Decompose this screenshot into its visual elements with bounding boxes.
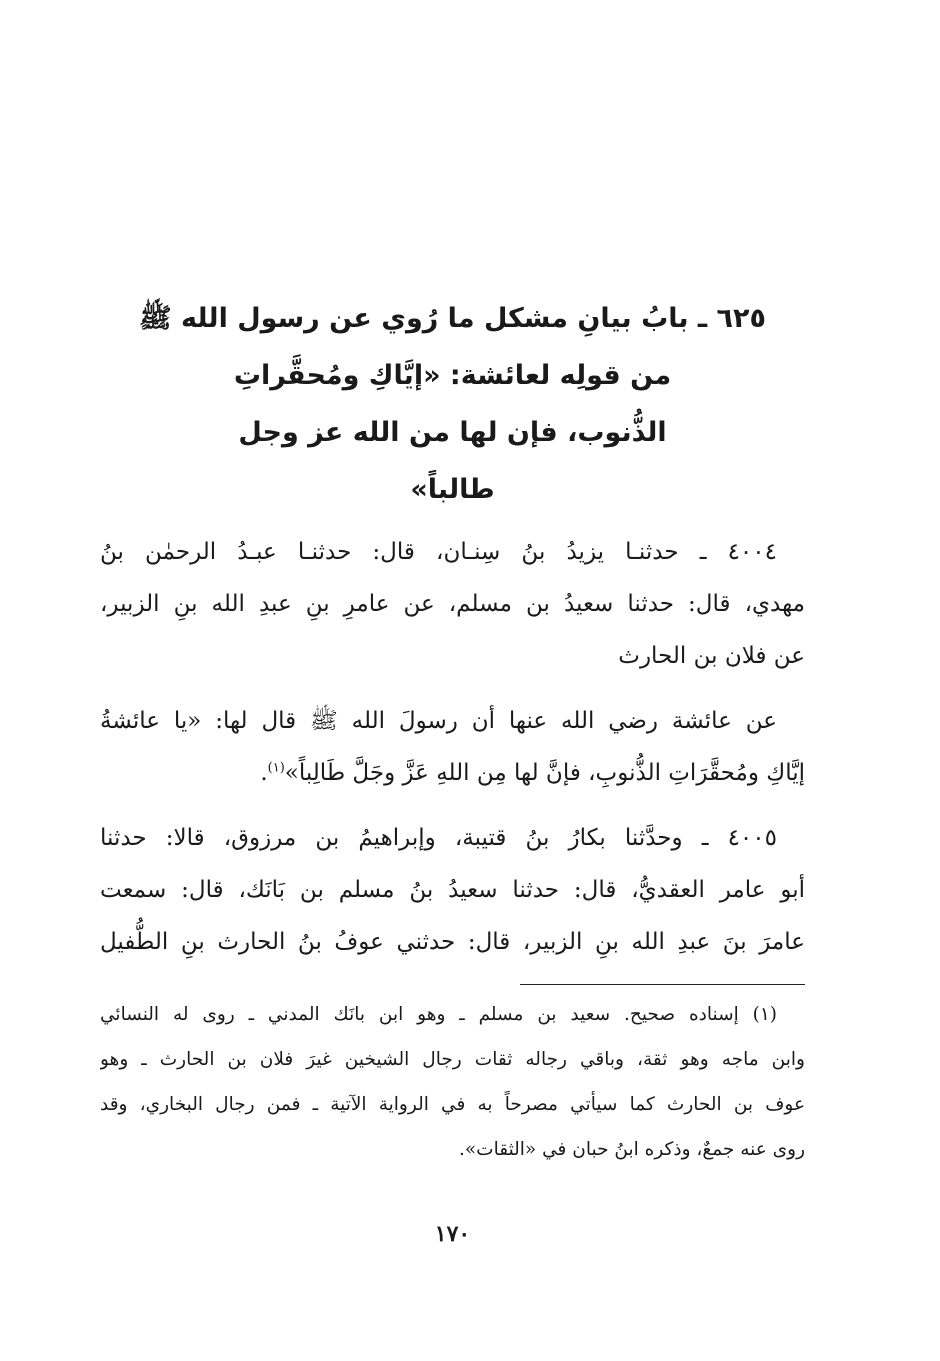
text-line: ٤٠٠٥ ـ وحدَّثنا بكارُ بنُ قتيبة، وإبراهيمُ بن مرزوق، قالا: حدثنا <box>100 825 777 851</box>
footnote-line: روى عنه جمعٌ، وذكره ابنُ حبان في «الثقات». <box>458 1139 805 1160</box>
text-line: ٤٠٠٤ ـ حدثنـا يزيدُ بنُ سِنـان، قال: حدثنـا عبـدُ الرحمٰن بنُ <box>100 539 777 565</box>
chapter-heading-line: من قولِه لعائشة: «إيَّاكِ ومُحقَّراتِ <box>233 360 672 391</box>
text-line: عن فلان بن الحارث <box>618 643 805 669</box>
text-segment: إيَّاكِ ومُحقَّرَاتِ الذُّنوبِ، فإنَّ لها مِن اللهِ عَزَّ وجَلَّ طَالِباً» <box>284 760 805 786</box>
document-page <box>100 0 805 1361</box>
text-line <box>100 747 805 799</box>
text-line: مهدي، قال: حدثنا سعيدُ بن مسلم، عن عامرِ بنِ عبدِ الله بنِ الزبير، <box>100 591 805 617</box>
footnote-divider <box>520 984 805 985</box>
footnote-line: عوف بن الحارث كما سيأتي مصرحاً به في الرواية الآتية ـ فمن رجال البخاري، وقد <box>100 1094 805 1115</box>
footnote-line: (١) إسناده صحيح. سعيد بن مسلم ـ وهو ابن بانَك المدني ـ روى له النسائي <box>100 1004 777 1025</box>
chapter-heading-line: طالباً» <box>410 474 495 505</box>
chapter-heading-line: ٦٢٥ ـ بابُ بيانِ مشكل ما رُوي عن رسول الله ﷺ <box>139 303 766 334</box>
hadith-4005-isnad <box>100 812 805 968</box>
chapter-heading <box>100 290 805 518</box>
footnote-marker: (١) <box>267 760 285 776</box>
footnote <box>100 992 805 1172</box>
hadith-4004-matn <box>100 695 805 799</box>
full-stop: . <box>260 760 268 786</box>
footnote-line: وابن ماجه وهو ثقة، وباقي رجاله ثقات رجال الشيخين غيرَ فلان بن الحارث ـ وهو <box>100 1049 805 1070</box>
page-number: ١٧٠ <box>434 1221 471 1247</box>
text-line: عن عائشة رضي الله عنها أن رسولَ الله ﷺ قال لها: «يا عائشةُ <box>100 708 777 734</box>
text-line: عامرَ بنَ عبدِ الله بنِ الزبير، قال: حدثني عوفُ بنُ الحارث بنِ الطُّفيل <box>100 929 805 955</box>
chapter-heading-line: الذُّنوب، فإن لها من الله عز وجل <box>238 417 667 448</box>
hadith-4004-isnad <box>100 526 805 682</box>
text-line: أبو عامر العقديُّ، قال: حدثنا سعيدُ بنُ مسلم بن بَانَك، قال: سمعت <box>100 877 805 903</box>
